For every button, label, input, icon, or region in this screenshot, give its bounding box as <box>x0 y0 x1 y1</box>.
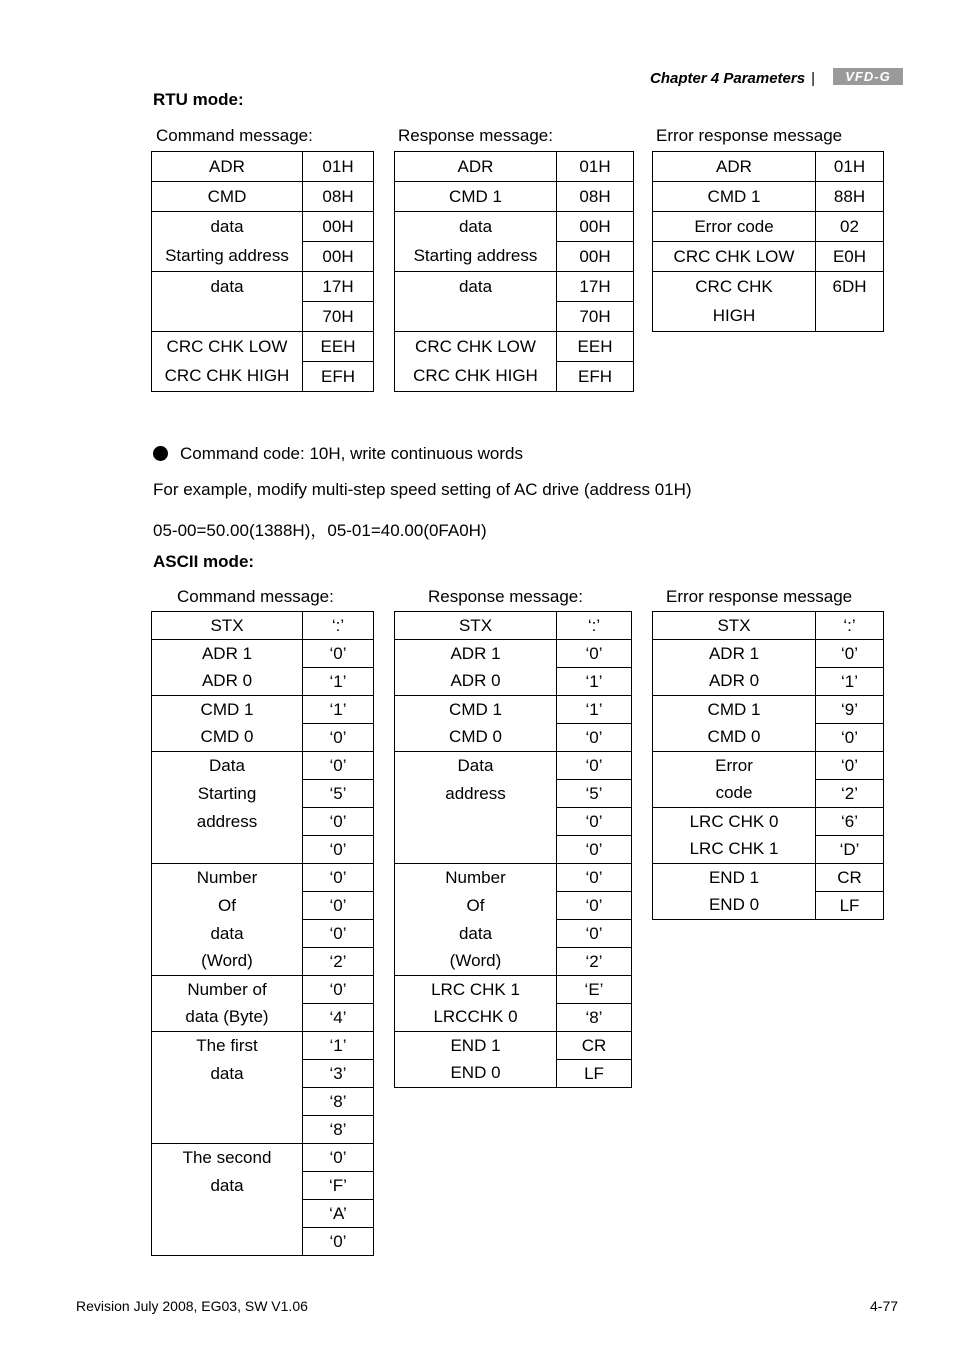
table-cell: 88H <box>816 182 884 212</box>
table-row <box>395 272 634 302</box>
table-cell: 17H <box>303 272 374 302</box>
table-cell: data <box>152 272 303 302</box>
ascii-command-table <box>151 611 374 1256</box>
table-cell: address <box>395 780 557 808</box>
table-cell: CMD 0 <box>152 724 303 752</box>
table-cell <box>152 1088 303 1116</box>
table-cell: ‘8’ <box>303 1116 374 1144</box>
table-row <box>152 836 374 864</box>
table-cell: END 1 <box>653 864 816 892</box>
table-cell: Starting address <box>395 242 557 272</box>
table-cell: LF <box>557 1060 632 1088</box>
rtu-error-table <box>652 151 884 332</box>
rtu-response-table <box>394 151 634 392</box>
table-row <box>653 752 884 780</box>
table-cell: LRC CHK 1 <box>395 976 557 1004</box>
rtu-error-caption: Error response message <box>656 126 843 145</box>
table-cell: data <box>152 212 303 242</box>
ascii-error-table <box>652 611 884 920</box>
table-cell: 00H <box>303 242 374 272</box>
table-cell <box>152 1116 303 1144</box>
table-cell: ADR 0 <box>395 668 557 696</box>
table-cell: ‘A’ <box>303 1200 374 1228</box>
table-cell: ‘E’ <box>557 976 632 1004</box>
table-cell: ‘1’ <box>303 696 374 724</box>
table-cell: LRCCHK 0 <box>395 1004 557 1032</box>
table-row <box>152 272 374 302</box>
table-cell: 08H <box>557 182 634 212</box>
table-cell: ‘0’ <box>303 808 374 836</box>
rtu-command-table <box>151 151 374 392</box>
table-row <box>152 864 374 892</box>
table-cell: Of <box>395 892 557 920</box>
table-cell: The second <box>152 1144 303 1172</box>
table-cell: ‘5’ <box>303 780 374 808</box>
rtu-heading: RTU mode: <box>153 90 244 109</box>
table-cell: Number of <box>152 976 303 1004</box>
table-cell: EEH <box>557 332 634 362</box>
table-cell: CRC CHK LOW <box>653 242 816 272</box>
table-cell: ‘:’ <box>557 612 632 640</box>
table-cell: ‘0’ <box>303 976 374 1004</box>
table-row <box>152 696 374 724</box>
table-cell: data <box>395 272 557 302</box>
table-row <box>395 920 632 948</box>
ascii-command-caption: Command message: <box>177 587 334 606</box>
table-cell: ‘0’ <box>816 752 884 780</box>
table-cell: EFH <box>303 362 374 392</box>
table-cell: 00H <box>557 212 634 242</box>
table-cell: 08H <box>303 182 374 212</box>
table-row <box>152 212 374 242</box>
table-cell: ADR 0 <box>152 668 303 696</box>
table-cell: ADR <box>653 152 816 182</box>
table-row <box>395 182 634 212</box>
table-cell: data <box>395 212 557 242</box>
table-cell: (Word) <box>395 948 557 976</box>
table-row <box>653 212 884 242</box>
table-cell: ‘8’ <box>303 1088 374 1116</box>
table-cell: CMD 0 <box>653 724 816 752</box>
ascii-error-caption: Error response message <box>666 587 853 606</box>
table-row <box>395 780 632 808</box>
table-row <box>395 1004 632 1032</box>
table-row <box>152 1088 374 1116</box>
table-row <box>653 302 884 332</box>
table-cell: 02 <box>816 212 884 242</box>
table-cell: ‘F’ <box>303 1172 374 1200</box>
table-row <box>152 976 374 1004</box>
chapter-title: Chapter 4 Parameters <box>650 70 806 87</box>
table-row <box>653 724 884 752</box>
table-row <box>152 1228 374 1256</box>
table-cell: CMD <box>152 182 303 212</box>
table-cell: 70H <box>303 302 374 332</box>
table-cell: ‘1’ <box>557 668 632 696</box>
table-cell: ‘0’ <box>303 724 374 752</box>
table-cell: ‘2’ <box>557 948 632 976</box>
table-row <box>152 892 374 920</box>
table-row <box>152 1116 374 1144</box>
table-cell: ‘0’ <box>557 640 632 668</box>
table-cell: LRC CHK 1 <box>653 836 816 864</box>
table-row <box>152 152 374 182</box>
table-cell: ‘0’ <box>557 836 632 864</box>
table-cell: ‘:’ <box>816 612 884 640</box>
table-cell: LRC CHK 0 <box>653 808 816 836</box>
revision-footer: Revision July 2008, EG03, SW V1.06 <box>76 1298 308 1314</box>
table-row <box>395 242 634 272</box>
table-cell: END 1 <box>395 1032 557 1060</box>
bullet-icon <box>153 446 168 461</box>
table-cell: 17H <box>557 272 634 302</box>
table-row <box>395 1032 632 1060</box>
table-cell: data <box>152 1060 303 1088</box>
table-cell: 6DH <box>816 272 884 302</box>
table-row <box>152 920 374 948</box>
table-row <box>395 302 634 332</box>
table-cell: ‘3’ <box>303 1060 374 1088</box>
table-cell: EFH <box>557 362 634 392</box>
table-cell: ‘0’ <box>303 920 374 948</box>
table-cell: ‘0’ <box>303 892 374 920</box>
table-cell: STX <box>152 612 303 640</box>
table-cell: E0H <box>816 242 884 272</box>
table-cell <box>152 1200 303 1228</box>
ascii-response-caption: Response message: <box>428 587 583 606</box>
chapter-header <box>650 70 815 87</box>
table-row <box>395 696 632 724</box>
table-row <box>152 1060 374 1088</box>
table-cell: ‘2’ <box>303 948 374 976</box>
rtu-response-caption: Response message: <box>398 126 553 145</box>
table-row <box>152 752 374 780</box>
ascii-response-table <box>394 611 632 1088</box>
table-cell: 01H <box>816 152 884 182</box>
table-row <box>653 808 884 836</box>
table-row <box>152 724 374 752</box>
table-cell: ‘0’ <box>557 864 632 892</box>
table-row <box>395 724 632 752</box>
table-row <box>152 1032 374 1060</box>
table-cell <box>816 302 884 332</box>
table-row <box>395 752 632 780</box>
table-cell: ‘0’ <box>816 724 884 752</box>
table-row <box>395 362 634 392</box>
table-cell: STX <box>395 612 557 640</box>
table-row <box>395 332 634 362</box>
table-row <box>395 668 632 696</box>
table-row <box>653 242 884 272</box>
table-row <box>152 1144 374 1172</box>
table-cell: data <box>395 920 557 948</box>
table-cell: ‘0’ <box>303 1144 374 1172</box>
table-row <box>653 696 884 724</box>
table-cell: Data <box>152 752 303 780</box>
table-cell: The first <box>152 1032 303 1060</box>
table-cell: ‘0’ <box>303 640 374 668</box>
table-cell: LF <box>816 892 884 920</box>
table-cell: ‘0’ <box>303 752 374 780</box>
table-cell: (Word) <box>152 948 303 976</box>
table-row <box>653 668 884 696</box>
ascii-heading: ASCII mode: <box>153 552 255 571</box>
table-cell: CMD 1 <box>395 696 557 724</box>
table-cell: ‘1’ <box>816 668 884 696</box>
table-cell: ‘8’ <box>557 1004 632 1032</box>
command-code-bullet <box>153 444 523 464</box>
table-cell: CRC CHK <box>653 272 816 302</box>
table-cell: CMD 1 <box>395 182 557 212</box>
table-row <box>152 808 374 836</box>
table-row <box>395 808 632 836</box>
table-cell: ‘6’ <box>816 808 884 836</box>
table-cell: ‘0’ <box>557 808 632 836</box>
table-row <box>653 892 884 920</box>
table-row <box>152 668 374 696</box>
table-cell: ‘0’ <box>557 892 632 920</box>
table-cell: address <box>152 808 303 836</box>
page-number: 4-77 <box>870 1298 899 1314</box>
table-cell: ‘1’ <box>557 696 632 724</box>
table-cell: ‘1’ <box>303 1032 374 1060</box>
example-text: For example, modify multi-step speed setting of AC drive (address 01H) <box>153 480 692 499</box>
table-cell: Number <box>152 864 303 892</box>
table-row <box>653 836 884 864</box>
table-cell: ‘4’ <box>303 1004 374 1032</box>
table-cell: STX <box>653 612 816 640</box>
table-cell: ‘0’ <box>557 724 632 752</box>
table-cell: ‘0’ <box>303 836 374 864</box>
table-cell: ‘2’ <box>816 780 884 808</box>
table-cell: data <box>152 1172 303 1200</box>
table-cell: END 0 <box>653 892 816 920</box>
table-cell: ‘1’ <box>303 668 374 696</box>
table-cell: ‘0’ <box>557 920 632 948</box>
table-row <box>653 864 884 892</box>
table-cell: data (Byte) <box>152 1004 303 1032</box>
table-cell: Starting address <box>152 242 303 272</box>
table-cell: ADR 1 <box>395 640 557 668</box>
table-row <box>152 612 374 640</box>
table-cell: ‘:’ <box>303 612 374 640</box>
table-cell: ADR 1 <box>152 640 303 668</box>
table-cell: CMD 1 <box>653 182 816 212</box>
table-row <box>395 864 632 892</box>
table-cell: Number <box>395 864 557 892</box>
table-cell <box>152 836 303 864</box>
table-row <box>395 836 632 864</box>
table-cell: Data <box>395 752 557 780</box>
table-row <box>152 242 374 272</box>
table-row <box>395 212 634 242</box>
table-row <box>395 948 632 976</box>
table-cell: ADR <box>395 152 557 182</box>
table-cell: 70H <box>557 302 634 332</box>
table-cell: CMD 1 <box>152 696 303 724</box>
table-cell: HIGH <box>653 302 816 332</box>
table-cell: CRC CHK HIGH <box>152 362 303 392</box>
table-row <box>152 302 374 332</box>
table-row <box>152 362 374 392</box>
table-cell: CMD 0 <box>395 724 557 752</box>
table-cell <box>152 1228 303 1256</box>
table-cell: ‘D’ <box>816 836 884 864</box>
table-cell: 01H <box>303 152 374 182</box>
table-cell: ‘5’ <box>557 780 632 808</box>
vfd-logo: VFD-G <box>833 68 903 85</box>
table-row <box>152 780 374 808</box>
table-cell <box>395 302 557 332</box>
table-row <box>152 1004 374 1032</box>
table-row <box>395 976 632 1004</box>
table-row <box>395 1060 632 1088</box>
table-cell: ‘9’ <box>816 696 884 724</box>
table-cell <box>395 808 557 836</box>
table-row <box>653 272 884 302</box>
rtu-command-caption: Command message: <box>156 126 313 145</box>
table-cell: ‘0’ <box>557 752 632 780</box>
table-cell: Error <box>653 752 816 780</box>
table-row <box>395 612 632 640</box>
table-cell: Starting <box>152 780 303 808</box>
table-cell: ADR <box>152 152 303 182</box>
table-row <box>653 152 884 182</box>
table-cell: Of <box>152 892 303 920</box>
table-cell: ‘0’ <box>816 640 884 668</box>
table-cell: ‘0’ <box>303 864 374 892</box>
table-cell: data <box>152 920 303 948</box>
table-cell: ADR 1 <box>653 640 816 668</box>
table-cell: END 0 <box>395 1060 557 1088</box>
table-cell: CRC CHK LOW <box>395 332 557 362</box>
table-row <box>152 1172 374 1200</box>
table-cell <box>152 302 303 332</box>
table-row <box>152 332 374 362</box>
table-row <box>653 182 884 212</box>
table-row <box>152 640 374 668</box>
table-row <box>152 1200 374 1228</box>
table-cell: CR <box>557 1032 632 1060</box>
table-cell: CRC CHK HIGH <box>395 362 557 392</box>
table-row <box>152 182 374 212</box>
table-row <box>395 892 632 920</box>
table-cell: CMD 1 <box>653 696 816 724</box>
header-separator: | <box>811 70 815 87</box>
values-text: 05-00=50.00(1388H)，05-01=40.00(0FA0H) <box>153 521 487 540</box>
table-cell: code <box>653 780 816 808</box>
table-row <box>395 640 632 668</box>
command-code-text: Command code: 10H, write continuous words <box>180 444 523 463</box>
table-cell: EEH <box>303 332 374 362</box>
table-cell: ‘0’ <box>303 1228 374 1256</box>
table-row <box>395 152 634 182</box>
table-cell: Error code <box>653 212 816 242</box>
table-cell: 00H <box>303 212 374 242</box>
table-cell: 00H <box>557 242 634 272</box>
table-row <box>152 948 374 976</box>
table-row <box>653 640 884 668</box>
table-cell: ADR 0 <box>653 668 816 696</box>
table-cell <box>395 836 557 864</box>
table-row <box>653 780 884 808</box>
table-cell: 01H <box>557 152 634 182</box>
table-cell: CR <box>816 864 884 892</box>
table-cell: CRC CHK LOW <box>152 332 303 362</box>
table-row <box>653 612 884 640</box>
